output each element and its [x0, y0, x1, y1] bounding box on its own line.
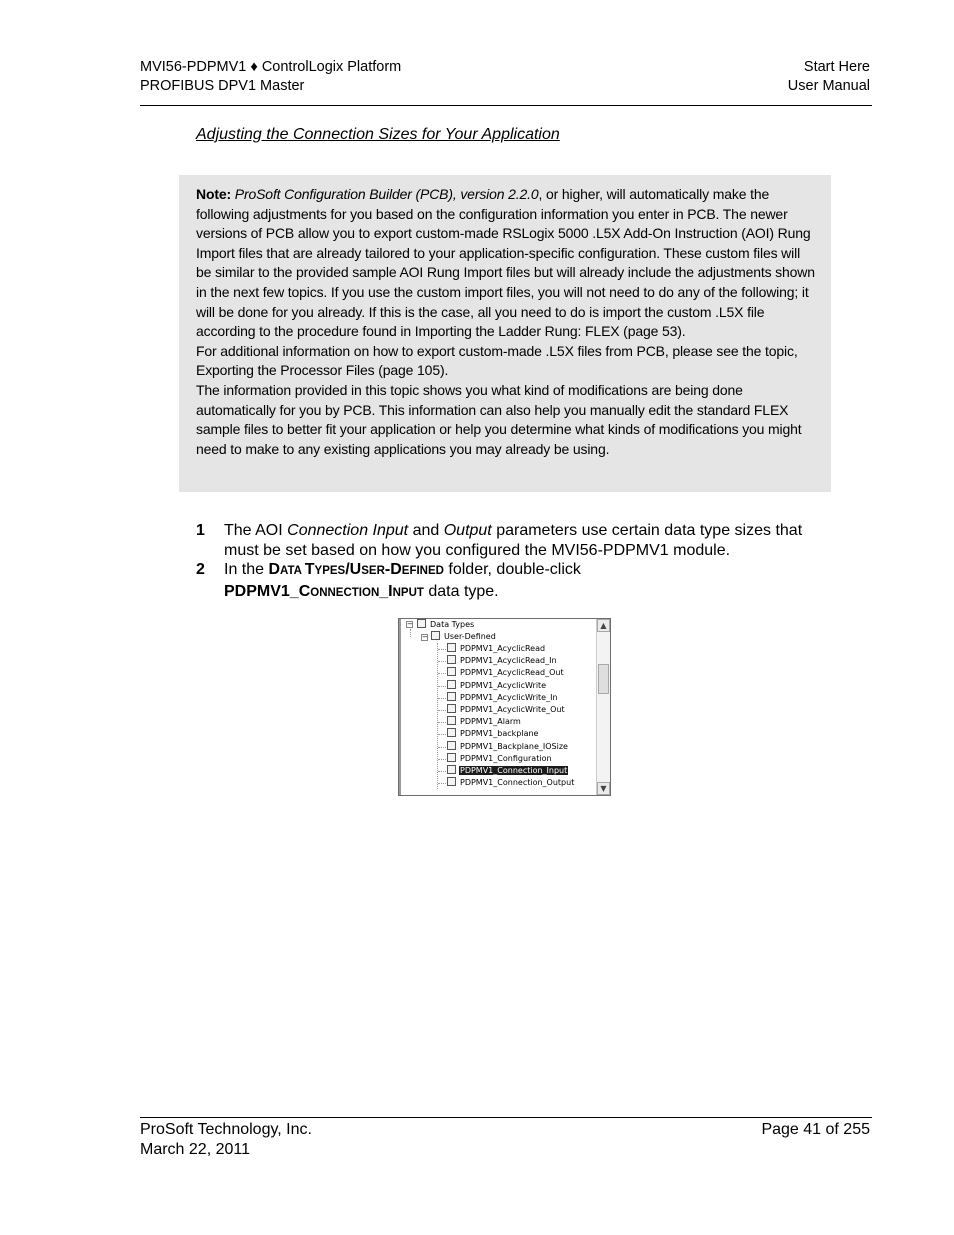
note-pcb-version: ProSoft Configuration Builder (PCB), version 2.2.0 — [234, 186, 539, 202]
step-text-part: parameters use certain data type sizes that must be set based on how you configured the MVI56-PDPMV1 module. — [224, 522, 803, 559]
folder-path-user-defined — [350, 561, 444, 578]
tree-guide-line — [438, 649, 446, 650]
tree-view — [399, 619, 596, 795]
tree-node-data-type[interactable] — [447, 716, 522, 728]
step-text-part: In the — [224, 561, 269, 578]
tree-guide-line — [438, 771, 446, 772]
sc-part: PDPMV1_C — [224, 582, 311, 600]
tree-node-label: PDPMV1_AcyclicWrite_In — [460, 692, 558, 702]
step-text — [224, 560, 836, 603]
data-type-icon — [447, 716, 456, 725]
step-1 — [196, 521, 836, 560]
tree-node-label: PDPMV1_AcyclicRead — [460, 644, 546, 653]
collapse-icon[interactable]: − — [407, 620, 413, 628]
tree-node-data-type[interactable] — [447, 753, 553, 765]
tree-node-label: PDPMV1_Connection_Output — [460, 778, 575, 788]
tree-node-label: PDPMV1_Alarm — [460, 717, 521, 727]
header-doc-type: User Manual — [787, 78, 870, 94]
tree-node-label: PDPMV1_AcyclicRead_In — [460, 656, 557, 666]
tree-node-label: PDPMV1_Configuration — [460, 753, 552, 763]
sc-part: U — [349, 561, 362, 578]
note-paragraph-3: The information provided in this topic shows you what kind of modifications are being done automatically for you by PCB. This information can also help you manually edit the standard FLEX sample files to better fit your application or help you determine what kinds of modifications you might need to make to any existing applications you may already be using. — [196, 381, 802, 457]
tree-node-label: PDPMV1_Backplane_IOSize — [460, 741, 568, 751]
tree-node-data-type[interactable] — [447, 680, 547, 692]
tree-guide-line — [438, 661, 446, 662]
sc-part: ONNECTION — [310, 586, 380, 599]
note-label: Note: — [196, 186, 232, 202]
footer-left — [140, 1120, 312, 1159]
note-text-1: , or higher, will automatically make the following adjustments for you based on the configuration information you enter in PCB. The newer versions of PCB allow you to export custom-made RSLogix 5000 .L5X Add-On Instruction (AOI) Rung Import files that are already tailored to your application-specific configuration. These custom files will be similar to the provided sample AOI Rung Import files but will already include the adjustments shown in the next few topics. If you use the custom import files, you will not need to do any of the following; it will be done for you already. If this is the case, all you need to do is import the custom .L5X file according to the procedure found in Importing the Ladder Rung: FLEX (page 53). — [196, 186, 815, 340]
step-2 — [196, 560, 836, 603]
tree-node-data-type[interactable] — [447, 765, 568, 777]
tree-node-label: PDPMV1_AcyclicWrite — [460, 680, 547, 690]
data-type-icon — [447, 777, 456, 786]
step-text-part: data type. — [423, 582, 499, 600]
data-type-icon — [447, 643, 456, 652]
section-title: Adjusting the Connection Sizes for Your Application — [196, 126, 560, 143]
tree-node-data-type[interactable] — [447, 667, 565, 679]
tree-guide-line — [438, 698, 446, 699]
tree-guide-line — [438, 734, 446, 735]
tree-guide-line — [438, 783, 446, 784]
data-type-icon — [447, 655, 456, 664]
data-type-icon — [447, 753, 456, 762]
tree-node-data-type[interactable] — [447, 655, 558, 667]
data-types-tree-screenshot — [398, 618, 611, 796]
footer-divider — [140, 1117, 872, 1118]
header-product: MVI56-PDPMV1 ♦ ControlLogix Platform — [140, 59, 402, 75]
step-number: 2 — [196, 561, 205, 578]
tree-node-label: User-Defined — [444, 632, 496, 641]
page-number: Page 41 of 255 — [761, 1121, 870, 1138]
step-text-part: The AOI — [224, 522, 288, 539]
step-text-part: folder, double-click — [443, 561, 581, 578]
steps-list — [196, 521, 836, 603]
tree-node-label: PDPMV1_AcyclicRead_Out — [460, 668, 564, 678]
step-number: 1 — [196, 522, 205, 539]
tree-node-data-type[interactable] — [447, 777, 575, 789]
tree-guide-line — [437, 643, 438, 789]
tree-node-label: PDPMV1_Connection_Input — [460, 766, 568, 775]
sc-part: YPES — [314, 565, 346, 577]
tree-node-data-type[interactable] — [447, 728, 539, 740]
footer-company: ProSoft Technology, Inc. — [140, 1121, 312, 1138]
step-text-part: and — [408, 522, 444, 539]
note-box — [179, 175, 831, 492]
data-type-icon — [447, 680, 456, 689]
header-divider — [140, 105, 872, 106]
folder-icon — [431, 631, 440, 640]
header-left — [140, 58, 401, 96]
tree-guide-line — [410, 629, 411, 637]
data-type-icon — [447, 741, 456, 750]
note-paragraph-2: For additional information on how to export custom-made .L5X files from PCB, please see the topic, Exporting the Processor Files (page 105). — [196, 342, 798, 379]
step-param-connection-input: Connection Input — [287, 522, 409, 539]
tree-scrollbar[interactable] — [596, 619, 610, 795]
tree-guide-line — [438, 759, 446, 760]
header-section: Start Here — [803, 59, 870, 75]
tree-node-data-type[interactable] — [447, 692, 559, 704]
sc-part: -D — [384, 561, 402, 578]
scroll-thumb[interactable] — [598, 664, 609, 694]
scroll-up-icon[interactable]: ▲ — [597, 619, 610, 632]
sc-part: D — [268, 561, 281, 578]
note-paragraph-1 — [196, 185, 817, 342]
tree-node-data-type[interactable] — [447, 741, 569, 753]
data-type-icon — [447, 728, 456, 737]
sc-part: ATA — [280, 565, 305, 577]
sc-part: NPUT — [392, 586, 424, 599]
tree-guide-line — [438, 710, 446, 711]
tree-node-label: PDPMV1_backplane — [460, 729, 539, 739]
tree-node-label: Data Types — [430, 620, 475, 629]
sc-part: EFINED — [401, 565, 444, 577]
tree-node-label: PDPMV1_AcyclicWrite_Out — [460, 705, 565, 714]
tree-guide-line — [438, 722, 446, 723]
step-text — [224, 521, 836, 560]
header-right — [788, 58, 870, 96]
data-type-icon — [447, 704, 456, 713]
sc-part: T — [304, 561, 315, 578]
step-param-output: Output — [443, 522, 492, 539]
folder-icon — [417, 619, 426, 628]
tree-node-data-type[interactable] — [447, 704, 566, 716]
data-type-name — [224, 583, 424, 600]
data-type-icon — [447, 667, 456, 676]
tree-guide-line — [438, 747, 446, 748]
collapse-icon[interactable]: − — [422, 633, 428, 641]
sc-part: _I — [379, 582, 393, 600]
tree-guide-line — [438, 673, 446, 674]
tree-node-data-types[interactable] — [417, 619, 475, 631]
tree-node-data-type[interactable] — [447, 643, 546, 655]
data-type-icon — [447, 765, 456, 774]
sc-part: / — [345, 561, 350, 578]
data-type-icon — [447, 692, 456, 701]
sc-part: SER — [361, 565, 385, 577]
folder-path-data-types — [268, 561, 345, 578]
footer-date: March 22, 2011 — [140, 1140, 250, 1158]
header-subtitle: PROFIBUS DPV1 Master — [140, 78, 305, 94]
tree-node-user-defined[interactable] — [431, 631, 497, 643]
tree-guide-line — [438, 686, 446, 687]
scroll-down-icon[interactable]: ▼ — [597, 782, 610, 795]
